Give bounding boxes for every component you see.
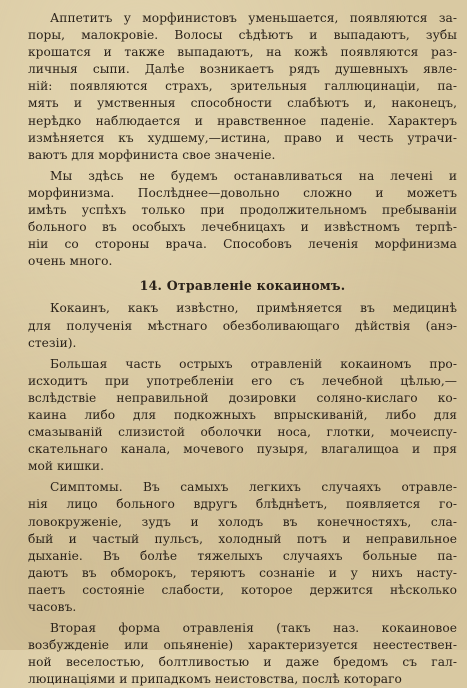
text-line: имѣть успѣхъ только при продолжительномъ пребываніи bbox=[28, 203, 457, 218]
text-line: стезіи). bbox=[28, 335, 77, 350]
text-line: мять и умственныя способности слабѣютъ и, наконецъ, bbox=[28, 96, 457, 111]
text-line: мой кишки. bbox=[28, 459, 104, 474]
text-line: Кокаинъ, какъ извѣстно, примѣняется въ медицинѣ bbox=[50, 301, 457, 316]
cocaine-paragraph bbox=[28, 300, 457, 351]
text-line: ній: появляются страхъ, зрительныя галлюцинаціи, па- bbox=[28, 79, 457, 94]
text-line: морфинизма. Послѣднее—довольно сложно и можетъ bbox=[28, 185, 457, 200]
cocaine-paragraph bbox=[28, 479, 457, 616]
text-line: часовъ. bbox=[28, 600, 77, 614]
text-line: нерѣдко наблюдается и нравственное паденіе. Характеръ bbox=[28, 113, 457, 128]
text-line: паетъ состояніе слабости, которое держится нѣсколько bbox=[28, 582, 457, 597]
morphinism-paragraph bbox=[28, 10, 457, 164]
text-line: вслѣдствіе неправильной дозировки соляно-кислаго ко- bbox=[28, 390, 457, 405]
text-line: Аппетитъ у морфинистовъ уменьшается, появляются за- bbox=[50, 11, 457, 25]
text-line: нія лицо больного вдругъ блѣднѣетъ, появляется го- bbox=[28, 497, 457, 512]
text-line: дыханіе. Въ болѣе тяжелыхъ случаяхъ больные па- bbox=[28, 548, 457, 563]
text-line: даютъ въ обморокъ, теряютъ сознаніе и у нихъ насту- bbox=[28, 565, 457, 580]
text-line: возбужденіе или опьяненіе) характеризуется неестествен- bbox=[28, 638, 457, 653]
text-line: ной веселостью, болтливостью и даже бредомъ съ гал- bbox=[28, 655, 457, 670]
text-line: Вторая форма отравленія (такъ наз. кокаиновое bbox=[50, 621, 457, 636]
text-line: крошатся и также выпадаютъ, на кожѣ появляются раз- bbox=[28, 45, 457, 60]
text-line: измѣняется къ худшему,—истина, право и честь утрачи- bbox=[28, 130, 457, 145]
text-line: личныя сыпи. Далѣе возникаетъ рядъ душевныхъ явле- bbox=[28, 62, 457, 77]
text-line: поры, малокровіе. Волосы сѣдѣютъ и выпадаютъ, зубы bbox=[28, 28, 457, 43]
text-line: ловокруженіе, зудъ и холодъ въ конечностяхъ, сла- bbox=[28, 514, 457, 529]
text-line: каина либо для подкожныхъ впрыскиваній, либо для bbox=[28, 407, 457, 422]
text-line: исходитъ при употребленіи его съ лечебной цѣлью,— bbox=[28, 373, 457, 388]
text-line: ваютъ для морфиниста свое значеніе. bbox=[28, 147, 276, 162]
text-line: Симптомы. Въ самыхъ легкихъ случаяхъ отравле- bbox=[50, 480, 457, 495]
section-morphinism bbox=[28, 10, 457, 270]
morphinism-paragraph bbox=[28, 168, 457, 271]
text-line: Мы здѣсь не будемъ останавливаться на лечені и bbox=[50, 168, 457, 183]
text-line: очень много. bbox=[28, 254, 113, 269]
section-cocaine bbox=[28, 300, 457, 688]
text-line: больного въ особыхъ лечебницахъ и извѣстномъ терпѣ- bbox=[28, 220, 457, 235]
text-line: скательнаго канала, мочевого пузыря, влагалищоа и пря bbox=[28, 442, 457, 457]
text-line: Большая часть острыхъ отравленій кокаиномъ про- bbox=[50, 356, 457, 371]
text-line: смазываній слизистой оболочки носа, глотки, мочеиспу- bbox=[28, 425, 457, 440]
cocaine-paragraph bbox=[28, 356, 457, 476]
text-line: люцинаціями и припадкомъ неистовства, послѣ котораго bbox=[28, 672, 402, 687]
text-line: для полученія мѣстнаго обезболивающаго дѣйствія (анэ- bbox=[28, 318, 457, 333]
cocaine-paragraph bbox=[28, 620, 457, 688]
section-heading: 14. Отравленіе кокаиномъ. bbox=[139, 278, 346, 294]
text-line: ніи со стороны врача. Способовъ леченія морфинизма bbox=[28, 237, 457, 252]
text-line: бый и частый пульсъ, холодный потъ и неправильное bbox=[28, 531, 457, 546]
